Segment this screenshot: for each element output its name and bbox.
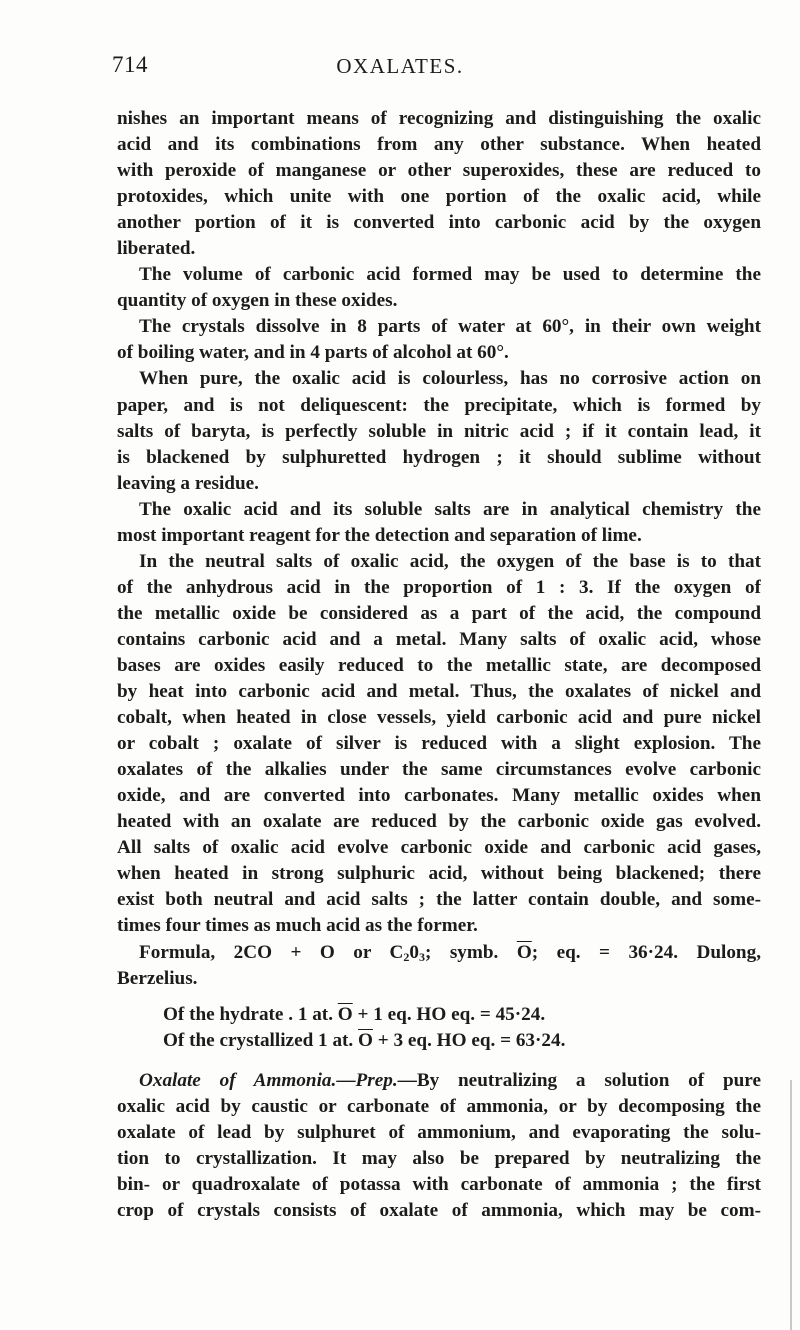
subscript: 3 <box>418 949 425 964</box>
prep-label: Prep. <box>355 1069 398 1091</box>
text-line: exist both neutral and acid salts ; the latter contain double, and some- <box>117 889 761 911</box>
text-line: quantity of oxygen in these oxides. <box>117 290 398 312</box>
text-line: protoxides, which unite with one portion of the oxalic acid, while <box>117 186 761 208</box>
formula-text: ; eq. = 36·24. Dulong, <box>531 941 761 963</box>
oxalic-symbol: $\overline{O}$ <box>358 1029 373 1051</box>
page-number: 714 <box>112 52 148 77</box>
text-line: Berzelius. <box>117 967 198 989</box>
page-header <box>0 52 800 84</box>
formula-text: + 3 eq. HO eq. = 63·24. <box>377 1029 566 1051</box>
text-run: —By neutralizing a solution of pure <box>397 1069 761 1091</box>
subscript: 2 <box>403 949 410 964</box>
text-line: salts of baryta, is perfectly soluble in nitric acid ; if it contain lead, it <box>117 420 761 442</box>
text-line: All salts of oxalic acid evolve carbonic oxide and carbonic acid gases, <box>117 837 761 859</box>
text-line: of boiling water, and in 4 parts of alcohol at 60°. <box>117 342 509 364</box>
text-line: is blackened by sulphuretted hydrogen ; it should sublime without <box>117 446 761 468</box>
text-line: In the neutral salts of oxalic acid, the oxygen of the base is to that <box>139 550 761 572</box>
formula-text: + 1 eq. HO eq. = 45·24. <box>357 1003 546 1025</box>
section-title: Oxalate of Ammonia. <box>139 1069 337 1091</box>
oxalic-symbol: $\overline{O}$ <box>337 1003 353 1025</box>
text-line: The crystals dissolve in 8 parts of water at 60°, in their own weight <box>139 316 761 338</box>
page-edge-shadow <box>790 1080 792 1330</box>
text-line: by heat into carbonic acid and metal. Thus, the oxalates of nickel and <box>117 681 761 703</box>
text-line: oxalic acid by caustic or carbonate of ammonia, or by decomposing the <box>117 1095 761 1117</box>
formula-text: 0 <box>409 941 419 963</box>
text-line: oxide, and are converted into carbonates. Many metallic oxides when <box>117 785 761 807</box>
running-title: OXALATES. <box>336 54 464 78</box>
text-line: heated with an oxalate are reduced by the carbonic oxide gas evolved. <box>117 811 761 833</box>
text-line: nishes an important means of recognizing and distinguishing the oxalic <box>117 108 761 129</box>
formula-hydrate <box>117 1002 761 1028</box>
text-line: times four times as much acid as the former. <box>117 915 478 937</box>
text-line: liberated. <box>117 238 196 260</box>
formula-text: Formula, 2CO + O or C <box>139 941 404 963</box>
text-line: or cobalt ; oxalate of silver is reduced with a slight explosion. The <box>117 733 761 755</box>
formula-text: ; symb. <box>424 941 499 963</box>
text-line: The oxalic acid and its soluble salts are in analytical chemistry the <box>139 498 761 520</box>
text-line: oxalate of lead by sulphuret of ammonium, and evaporating the solu- <box>117 1121 761 1143</box>
oxalic-symbol: $\overline{O}$ <box>516 941 532 963</box>
text-line: acid and its combinations from any other substance. When heated <box>117 134 761 156</box>
formula-crystallized <box>117 1028 761 1054</box>
formula-line <box>117 940 761 966</box>
text-line: most important reagent for the detection and separation of lime. <box>117 524 642 546</box>
text-line: oxalates of the alkalies under the same circumstances evolve carbonic <box>117 759 761 781</box>
text-line: the metallic oxide be considered as a part of the acid, the compound <box>117 602 761 624</box>
text-line: of the anhydrous acid in the proportion of 1 : 3. If the oxygen of <box>117 576 761 598</box>
dash: — <box>336 1069 356 1091</box>
text-line: crop of crystals consists of oxalate of ammonia, which may be com- <box>117 1199 761 1221</box>
text-line: paper, and is not deliquescent: the precipitate, which is formed by <box>117 394 761 416</box>
text-line: bin- or quadroxalate of potassa with carbonate of ammonia ; the first <box>117 1173 761 1195</box>
text-line: leaving a residue. <box>117 472 259 494</box>
text-line: When pure, the oxalic acid is colourless, has no corrosive action on <box>139 368 761 390</box>
text-line: cobalt, when heated in close vessels, yield carbonic acid and pure nickel <box>117 707 761 729</box>
text-line: another portion of it is converted into carbonic acid by the oxygen <box>117 212 761 234</box>
ammonia-heading-line <box>117 1068 761 1094</box>
text-line: tion to crystallization. It may also be prepared by neutralizing the <box>117 1147 761 1169</box>
formula-text: Of the hydrate . 1 at. <box>163 1003 333 1025</box>
text-line: when heated in strong sulphuric acid, without being blackened; there <box>117 863 761 885</box>
text-line: The volume of carbonic acid formed may be used to determine the <box>139 264 761 286</box>
text-line: with peroxide of manganese or other superoxides, these are reduced to <box>117 160 761 182</box>
text-line: contains carbonic acid and a metal. Many salts of oxalic acid, whose <box>117 628 761 650</box>
formula-text: Of the crystallized 1 at. <box>163 1029 354 1051</box>
body-text <box>117 106 761 1224</box>
text-line: bases are oxides easily reduced to the metallic state, are decomposed <box>117 654 761 676</box>
